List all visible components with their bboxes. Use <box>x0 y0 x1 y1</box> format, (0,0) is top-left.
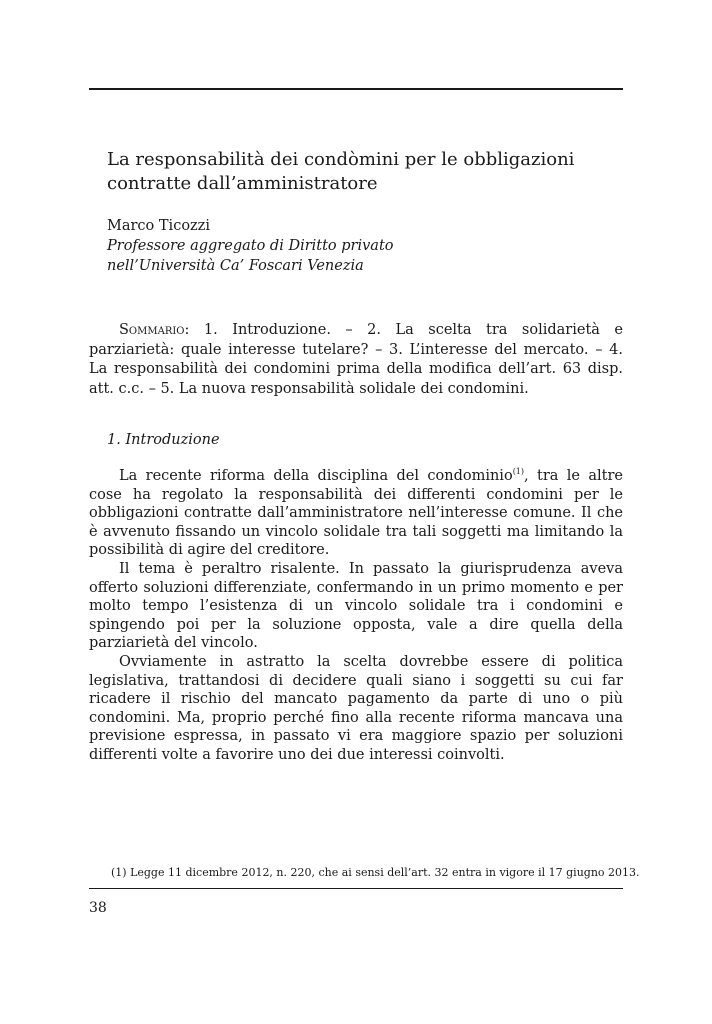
author-name: Marco Ticozzi <box>107 218 210 234</box>
body-text <box>89 467 623 765</box>
paragraph-1 <box>89 467 623 560</box>
author-affiliation: nell’Università Ca’ Foscari Venezia <box>107 258 364 274</box>
author-role: Professore aggregato di Diritto privato <box>107 238 394 254</box>
summary-label: Sommario: <box>119 322 190 338</box>
top-rule <box>89 88 623 90</box>
summary-text: 1. Introduzione. – 2. La scelta tra solidarietà e parziarietà: quale interesse tutelare? – 3. L’interesse del mercato. – 4. La responsabilità dei condomini prima della modifica dell’art. 63 disp. att. c.c. – 5. La nuova responsabilità solidale dei condomini. <box>89 322 623 397</box>
paragraph-2: Il tema è peraltro risalente. In passato la giurisprudenza aveva offerto soluzioni differenziate, confermando in un primo momento e per molto tempo l’esistenza di un vincolo solidale tra i condomini e spingendo poi per la soluzione opposta, vale a dire quella della parziarietà del vincolo. <box>89 560 623 652</box>
author-block <box>107 216 607 276</box>
summary <box>89 321 623 399</box>
paragraph-3: Ovviamente in astratto la scelta dovrebbe essere di politica legislativa, trattandosi di decidere quali siano i soggetti su cui far ricadere il rischio del mancato pagamento da parte di uno o più condomini. Ma, proprio perché fino alla recente riforma mancava una previsione espressa, in passato vi era maggiore spazio per soluzioni differenti volte a favorire uno dei due interessi coinvolti. <box>89 653 623 763</box>
section-heading: 1. Introduzione <box>107 432 220 448</box>
page-number: 38 <box>89 900 107 916</box>
article-title: La responsabilità dei condòmini per le obbligazioni contratte dall’amministratore <box>107 149 575 194</box>
paragraph-1-text-b: , tra le altre cose ha regolato la responsabilità dei differenti condomini per le obbligazioni contratte dall’amministratore nell’interesse comune. Il che è avvenuto fissando un vincolo solidale tra tali soggetti ma limitando la possibilità di agire del creditore. <box>89 468 623 559</box>
article-header <box>107 148 607 276</box>
footnote: (1) Legge 11 dicembre 2012, n. 220, che ai sensi dell’art. 32 entra in vigore il 17 giugno 2013. <box>111 866 640 879</box>
footnote-reference[interactable]: (1) <box>512 467 525 477</box>
paragraph-1-text-a: La recente riforma della disciplina del condominio <box>119 468 513 484</box>
footer-rule <box>89 888 623 889</box>
